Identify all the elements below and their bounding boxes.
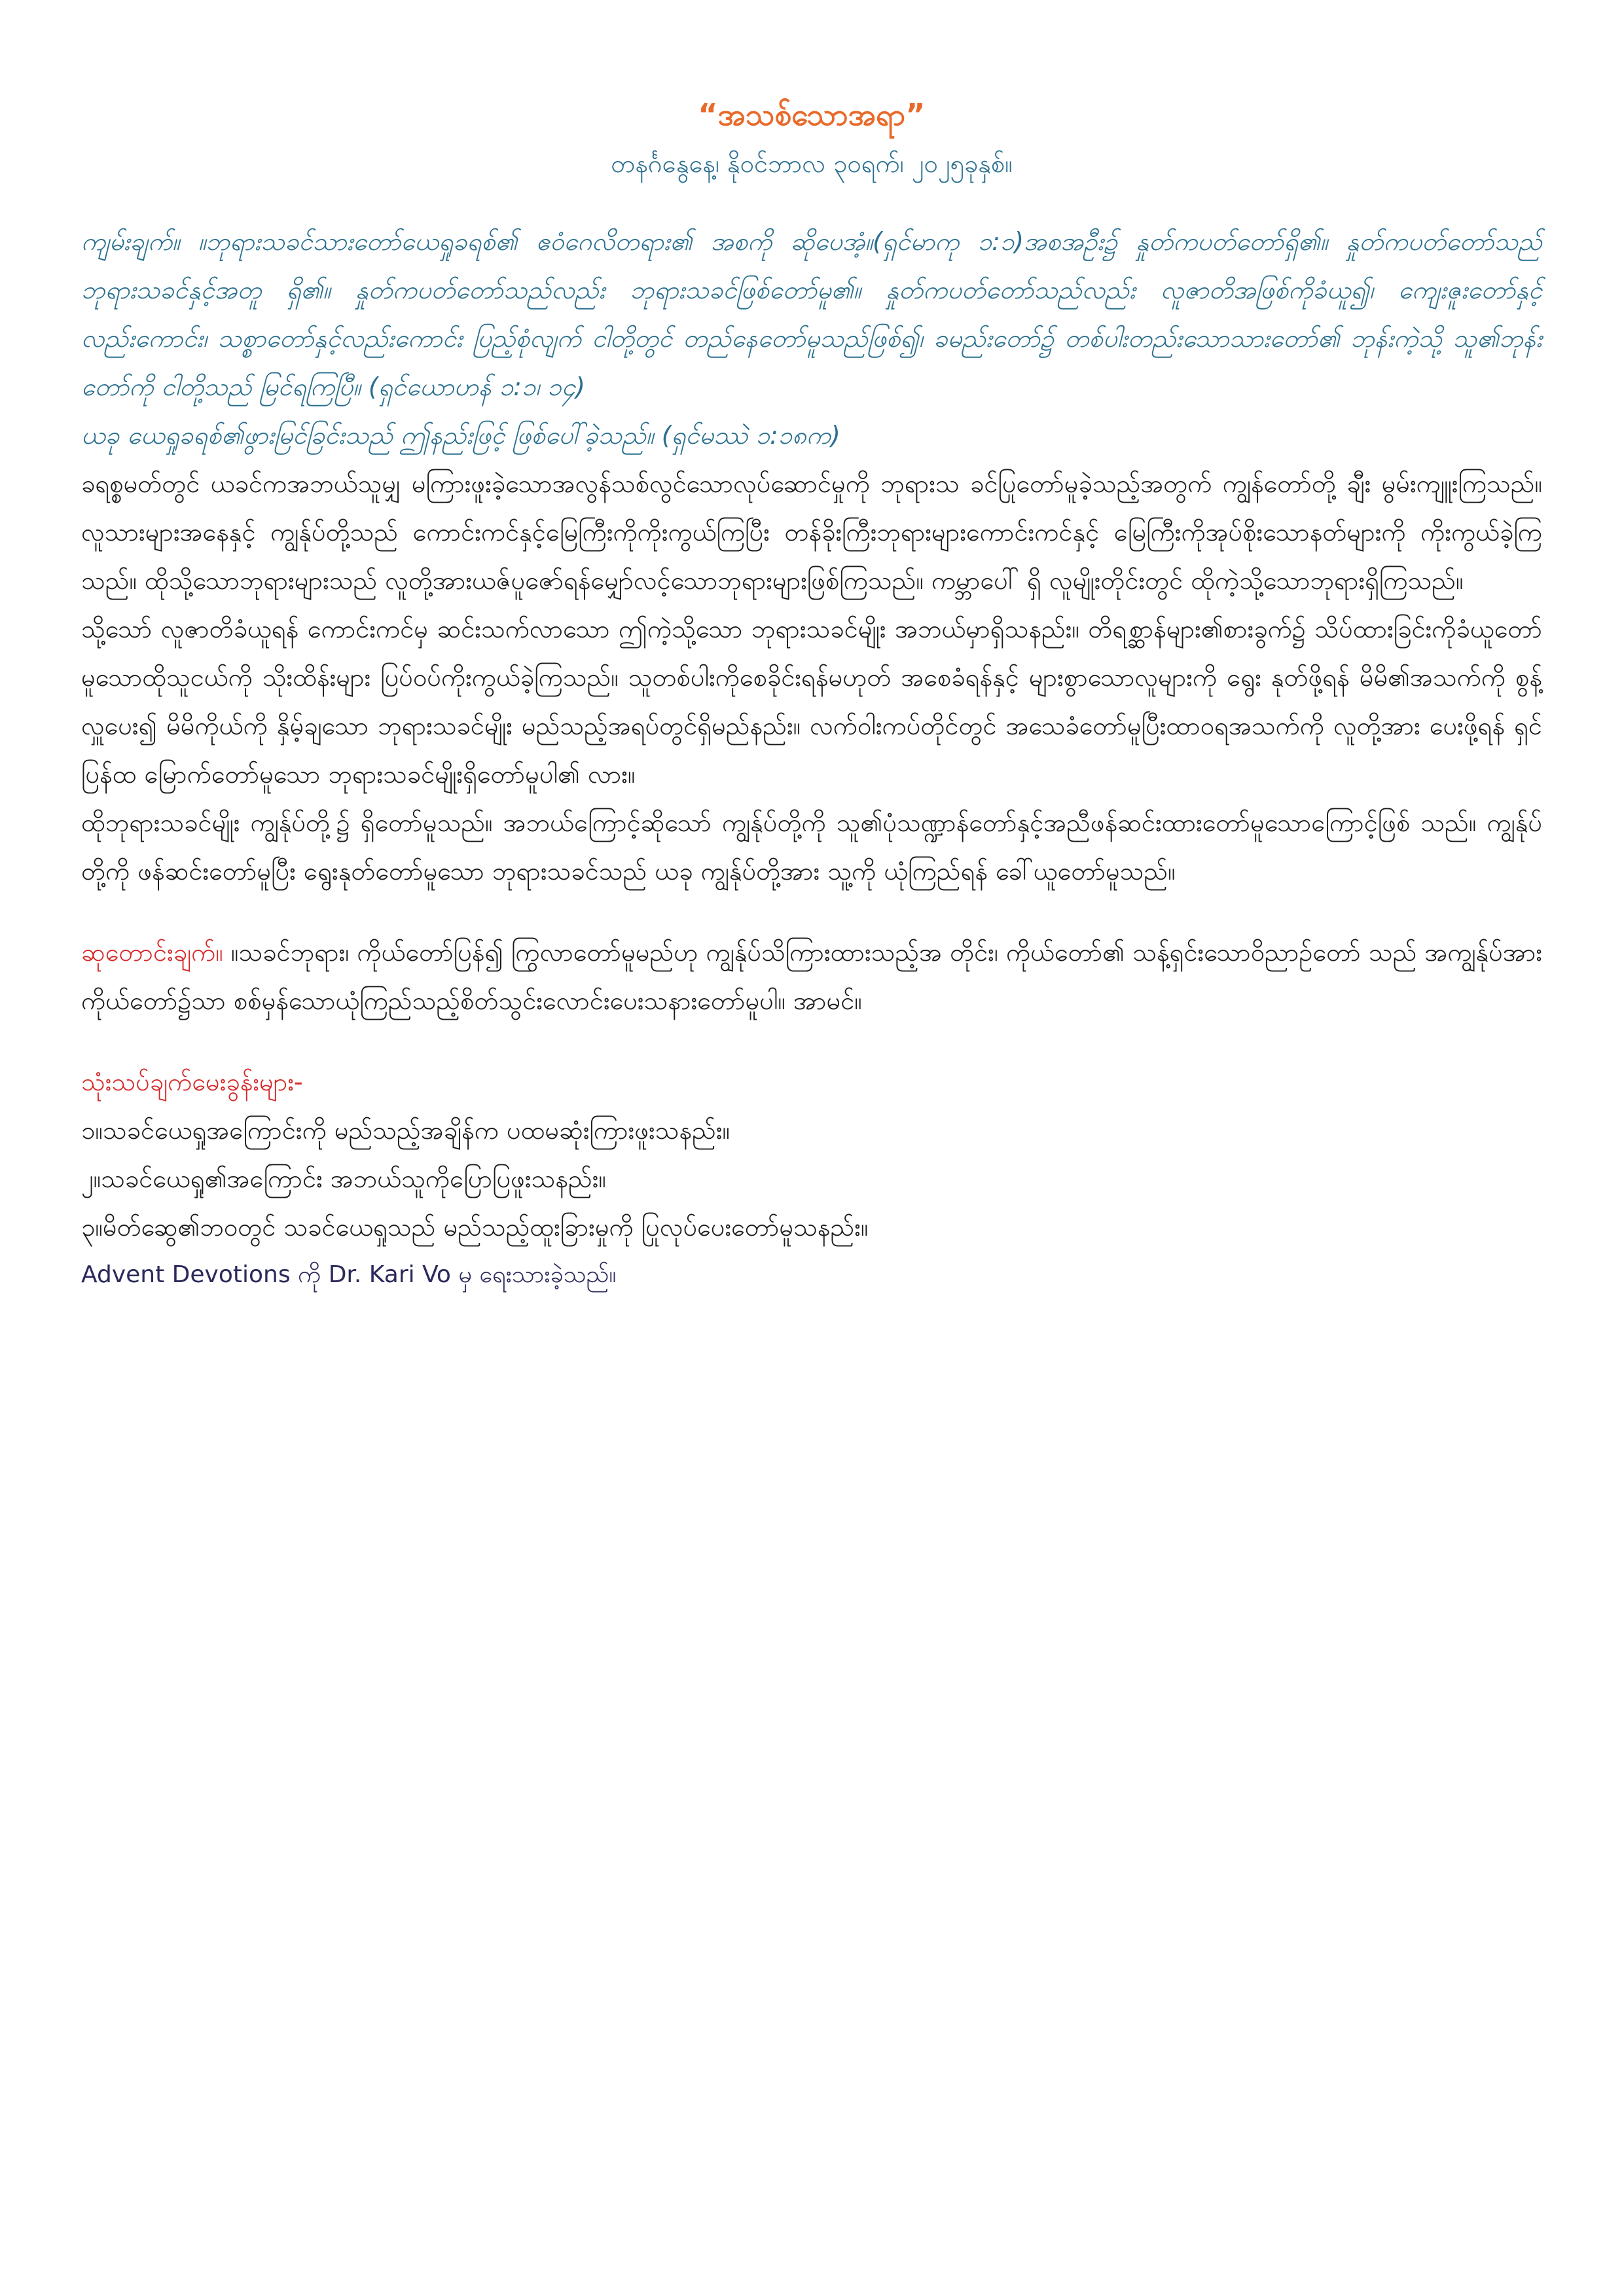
author-credit: Advent Devotions ကို Dr. Kari Vo မှ ရေးသားခဲ့သည်။	[81, 1261, 617, 1288]
prayer-section	[81, 928, 1542, 1025]
body-paragraph: သို့သော် လူဇာတိခံယူရန် ကောင်းကင်မှ ဆင်းသက်လာသော ဤကဲ့သို့သော ဘုရားသခင်မျိုး အဘယ်မှာရှိသနည်း။ တိရစ္ဆာန်များ၏စားခွက်၌ သိပ်ထားခြင်းကိုခံယူတော်မူသောထိုသူငယ်ကို သိုးထိန်းများ ပြပ်ဝပ်ကိုးကွယ်ခဲ့ကြသည်။ သူတစ်ပါးကိုစေခိုင်းရန်မဟုတ် အစေခံရန်နှင့် များစွာသောလူများကို ရွေး နုတ်ဖို့ရန် မိမိ၏အသက်ကို စွန့်လှူပေး၍ မိမိကိုယ်ကို နှိမ့်ချသော ဘုရားသခင်မျိုး မည်သည့်အရပ်တွင်ရှိမည်နည်း။ လက်ဝါးကပ်တိုင်တွင် အသေခံတော်မူပြီးထာဝရအသက်ကို လူတို့အား ပေးဖို့ရန် ရှင်ပြန်ထ မြောက်တော်မူသော ဘုရားသခင်မျိုးရှိတော်မူပါ၏ လား။	[81, 615, 1542, 789]
devotion-content	[81, 92, 1542, 1299]
body-paragraph: ခရစ္စမတ်တွင် ယခင်ကအဘယ်သူမျှ မကြားဖူးခဲ့သောအလွန်သစ်လွင်သောလုပ်ဆောင်မှုကို ဘုရားသ ခင်ပြုတော်မူခဲ့သည့်အတွက် ကျွန်တော်တို့ ချီး မွမ်းကျူးကြသည်။ လူသားများအနေနှင့် ကျွန်ုပ်တို့သည် ကောင်းကင်နှင့်မြေကြီးကိုကိုးကွယ်ကြပြီး တန်ခိုးကြီးဘုရားများကောင်းကင်နှင့် မြေကြီးကိုအုပ်စိုးသောနတ်များကို ကိုးကွယ်ခဲ့ကြသည်။ ထိုသို့သောဘုရားများသည် လူတို့အားယဇ်ပူဇော်ရန်မျှော်လင့်သောဘုရားများဖြစ်ကြသည်။ ကမ္ဘာပေါ် ရှိ လူမျိုးတိုင်းတွင် ထိုကဲ့သို့သောဘုရားရှိကြသည်။	[81, 469, 1542, 595]
scripture-passage: ယခု ယေရှုခရစ်၏ဖွားမြင်ခြင်းသည် ဤနည်းဖြင့် ဖြစ်ပေါ်ခဲ့သည်။ (ရှင်မဿဲ ၁:၁၈က)	[81, 421, 840, 450]
page-title: “အသစ်သောအရာ”	[698, 97, 926, 132]
question-item: ၃။မိတ်ဆွေ၏ဘဝတွင် သခင်ယေရှုသည် မည်သည့်ထူးခြားမှုကို ပြုလုပ်ပေးတော်မူသနည်း။	[81, 1213, 869, 1242]
prayer-text: ။သခင်ဘုရား၊ ကိုယ်တော်ပြန်၍ ကြွလာတော်မူမည်ဟု ကျွန်ုပ်သိကြားထားသည့်အ တိုင်း၊ ကိုယ်တော်၏ သန့်ရှင်းသောဝိညာဉ်တော် သည် အကျွန်ုပ်အား ကိုယ်တော်၌သာ စစ်မှန်သောယုံကြည်သည့်စိတ်သွင်းလောင်းပေးသနားတော်မူပါ။ အာမင်။	[81, 938, 1542, 1015]
body-paragraph: ထိုဘုရားသခင်မျိုး ကျွန်ုပ်တို့၌ ရှိတော်မူသည်။ အဘယ်ကြောင့်ဆိုသော် ကျွန်ုပ်တို့ကို သူ၏ပုံသဏ္ဍာန်တော်နှင့်အညီဖန်ဆင်းထားတော်မူသောကြောင့်ဖြစ် သည်။ ကျွန်ုပ်တို့ကို ဖန်ဆင်းတော်မူပြီး ရွေးနုတ်တော်မူသော ဘုရားသခင်သည် ယခု ကျွန်ုပ်တို့အား သူ့ကို ယုံကြည်ရန် ခေါ်ယူတော်မူသည်။	[81, 808, 1542, 886]
scripture-passage: ကျမ်းချက်။ ။ဘုရားသခင်သားတော်ယေရှုခရစ်၏ ဧဝံဂေလိတရား၏ အစကို ဆိုပေအံ့။(ရှင်မာကု ၁:၁)အစအဦး၌ နှုတ်ကပတ်တော်ရှိ၏။ နှုတ်ကပတ်တော်သည် ဘုရားသခင်နှင့်အတူ ရှိ၏။ နှုတ်ကပတ်တော်သည်လည်း ဘုရားသခင်ဖြစ်တော်မူ၏။ နှုတ်ကပတ်တော်သည်လည်း လူဇာတိအဖြစ်ကိုခံယူ၍၊ ကျေးဇူးတော်နှင့်လည်းကောင်း၊ သစ္စာတော်နှင့်လည်းကောင်း ပြည့်စုံလျက် ငါတို့တွင် တည်နေတော်မူသည်ဖြစ်၍၊ ခမည်းတော်၌ တစ်ပါးတည်းသောသားတော်၏ ဘုန်းကဲ့သို့ သူ၏ဘုန်းတော်ကို ငါတို့သည် မြင်ရကြပြီ။ (ရှင်ယောဟန် ၁:၁၊ ၁၄)	[81, 227, 1542, 401]
date-line: တနင်္ဂနွေနေ့၊ နိုဝင်ဘာလ ၃၀ရက်၊ ၂၀၂၅ခုနှစ်။	[611, 149, 1013, 178]
question-item: ၂။သခင်ယေရှု၏အကြောင်း အဘယ်သူကိုပြောပြဖူးသနည်း။	[81, 1164, 606, 1193]
questions-heading: သုံးသပ်ချက်မေးခွန်းများ-	[81, 1067, 303, 1096]
prayer-label: ဆုတောင်းချက်။	[81, 938, 223, 967]
question-item: ၁။သခင်ယေရှုအကြောင်းကို မည်သည့်အချိန်က ပထမဆုံးကြားဖူးသနည်း။	[81, 1116, 730, 1145]
